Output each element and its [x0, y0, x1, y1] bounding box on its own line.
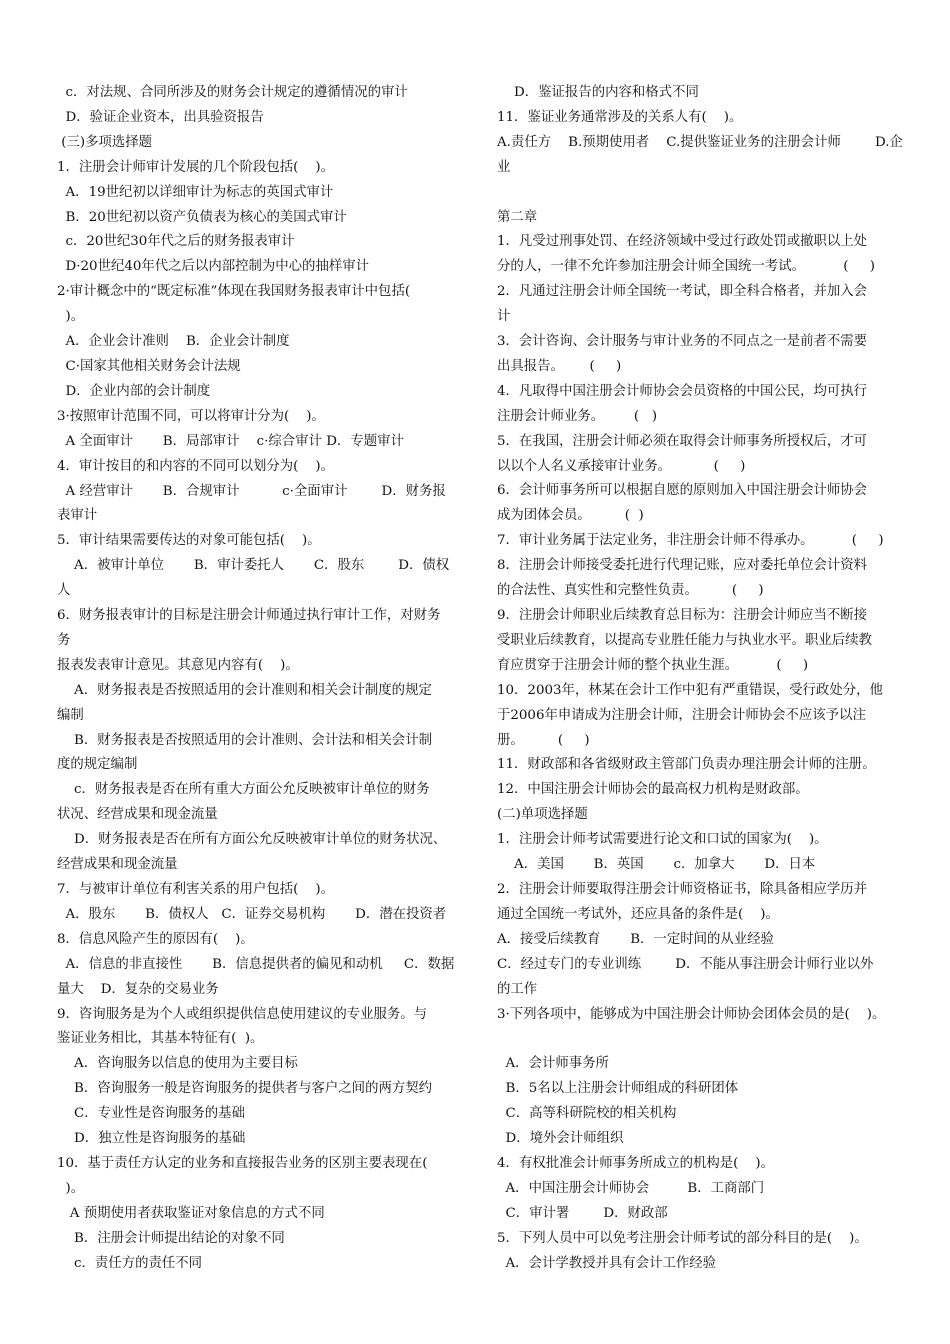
text-line: 状况、经营成果和现金流量	[57, 807, 218, 823]
left-column	[57, 81, 475, 1277]
text-line: (三)多项选择题	[57, 134, 153, 150]
text-line: D．独立性是咨询服务的基础	[57, 1131, 246, 1147]
text-line: 人	[57, 583, 71, 599]
text-line: B．5名以上注册会计师组成的科研团体	[497, 1081, 739, 1097]
text-line: 3·按照审计范围不同，可以将审计分为( )。	[57, 408, 325, 424]
text-line: A．被审计单位 B．审计委托人 C．股东 D．债权	[57, 558, 450, 574]
text-line: 出具报告。 ( )	[497, 358, 622, 374]
text-line: A．会计师事务所	[497, 1056, 609, 1072]
text-line: B．咨询服务一般是咨询服务的提供者与客户之间的两方契约	[57, 1081, 433, 1097]
text-line: 的工作	[497, 981, 538, 997]
text-line: )。	[57, 309, 85, 325]
text-line: 报表发表审计意见。其意见内容有( )。	[57, 657, 299, 673]
text-line: 1．注册会计师考试需要进行论文和口试的国家为( )。	[497, 832, 828, 848]
text-line: 编制	[57, 707, 84, 723]
right-column	[497, 81, 909, 1276]
text-line: 4．审计按目的和内容的不同可以划分为( )。	[57, 458, 335, 474]
text-line: 育应贯穿于注册会计师的整个执业生涯。 ( )	[497, 657, 809, 673]
text-line: 经营成果和现金流量	[57, 857, 178, 873]
text-line: 以以个人名义承接审计业务。 ( )	[497, 458, 746, 474]
text-line: 4．凡取得中国注册会计师协会会员资格的中国公民，均可执行	[497, 383, 868, 399]
text-line: 量大 D．复杂的交易业务	[57, 981, 219, 997]
text-line: A．财务报表是否按照适用的会计准则和相关会计制度的规定	[57, 682, 432, 698]
text-line: C·国家其他相关财务会计法规	[57, 358, 241, 374]
text-line: 5．在我国，注册会计师必须在取得会计师事务所授权后，才可	[497, 433, 868, 449]
text-line: 务	[57, 632, 71, 648]
text-line: A 全面审计 B．局部审计 c·综合审计 D．专题审计	[57, 433, 404, 449]
text-line: 6．会计师事务所可以根据自愿的原则加入中国注册会计师协会	[497, 483, 868, 499]
text-line: A．会计学教授并具有会计工作经验	[497, 1255, 717, 1271]
text-line: 业	[497, 159, 511, 175]
text-line: C．高等科研院校的相关机构	[497, 1106, 677, 1122]
text-line: D．验证企业资本，出具验资报告	[57, 109, 264, 125]
text-line: 2．凡通过注册会计师全国统一考试，即全科合格者，并加入会	[497, 284, 868, 300]
text-line: C．经过专门的专业训练 D．不能从事注册会计师行业以外	[497, 956, 874, 972]
text-line: 于2006年申请成为注册会计师，注册会计师协会不应该予以注	[497, 707, 866, 723]
text-line: 1．注册会计师审计发展的几个阶段包括( )。	[57, 159, 335, 175]
text-line: 11．财政部和各省级财政主管部门负责办理注册会计师的注册。	[497, 757, 876, 773]
text-line: A．企业会计准则 B．企业会计制度	[57, 334, 290, 350]
text-line: D·20世纪40年代之后以内部控制为中心的抽样审计	[57, 259, 370, 275]
text-line: 第二章	[497, 209, 538, 225]
text-line: A.责任方 B.预期使用者 C.提供鉴证业务的注册会计师 D.企	[497, 134, 903, 150]
text-line: 9．注册会计师职业后续教育总目标为：注册会计师应当不断接	[497, 608, 868, 624]
text-line	[497, 1027, 909, 1052]
text-line: 9．咨询服务是为个人或组织提供信息使用建议的专业服务。与	[57, 1006, 428, 1022]
text-line: A．股东 B．债权人 C．证券交易机构 D．潜在投资者	[57, 906, 447, 922]
text-line: 10．2003年，林某在会计工作中犯有严重错误，受行政处分，他	[497, 682, 883, 698]
text-line: D．财务报表是否在所有方面公允反映被审计单位的财务状况、	[57, 832, 447, 848]
text-line: 7．审计业务属于法定业务，非注册会计师不得承办。 ( )	[497, 533, 884, 549]
text-line: 5．审计结果需要传达的对象可能包括( )。	[57, 533, 321, 549]
text-line: B．20世纪初以资产负债表为核心的美国式审计	[57, 209, 347, 225]
text-line: A．美国 B．英国 c．加拿大 D．日本	[497, 857, 816, 873]
text-line: C．专业性是咨询服务的基础	[57, 1106, 245, 1122]
text-line: c．责任方的责任不同	[57, 1255, 203, 1271]
text-line: c．财务报表是否在所有重大方面公允反映被审计单位的财务	[57, 782, 430, 798]
text-line: A．中国注册会计师协会 B．工商部门	[497, 1180, 765, 1196]
text-line: A．19世纪初以详细审计为标志的英国式审计	[57, 184, 334, 200]
text-line: 通过全国统一考试外，还应具备的条件是( )。	[497, 906, 779, 922]
text-line: 8．注册会计师接受委托进行代理记账，应对委托单位会计资料	[497, 558, 868, 574]
text-line: D．鉴证报告的内容和格式不同	[497, 85, 699, 100]
text-line: 1．凡受过刑事处罚、在经济领域中受过行政处罚或撤职以上处	[497, 234, 868, 250]
text-line: 7．与被审计单位有利害关系的用户包括( )。	[57, 882, 335, 897]
text-line: B．注册会计师提出结论的对象不同	[57, 1230, 285, 1246]
text-line: (二)单项选择题	[497, 807, 588, 823]
text-line: 12．中国注册会计师协会的最高权力机构是财政部。	[497, 782, 809, 798]
text-line: A．咨询服务以信息的使用为主要目标	[57, 1056, 298, 1072]
text-line: 受职业后续教育，以提高专业胜任能力与执业水平。职业后续教	[497, 632, 872, 648]
text-line: D．企业内部的会计制度	[57, 383, 211, 399]
text-line: 计	[497, 309, 511, 325]
text-line: 4．有权批准会计师事务所成立的机构是( )。	[497, 1155, 775, 1171]
text-line: 8．信息风险产生的原因有( )。	[57, 931, 254, 947]
text-line: 6．财务报表审计的目标是注册会计师通过执行审计工作，对财务	[57, 608, 441, 624]
text-line: 表审计	[57, 508, 98, 524]
text-line: A．信息的非直接性 B．信息提供者的偏见和动机 C．数据	[57, 956, 455, 972]
text-line	[497, 181, 909, 206]
text-line: 2．注册会计师要取得注册会计师资格证书，除具备相应学历并	[497, 881, 868, 897]
text-line: D．境外会计师组织	[497, 1131, 624, 1147]
text-line: 度的规定编制	[57, 757, 138, 773]
text-line: c．20世纪30年代之后的财务报表审计	[57, 234, 295, 250]
text-line: 5．下列人员中可以免考注册会计师考试的部分科目的是( )。	[497, 1230, 868, 1246]
text-line: )。	[57, 1180, 85, 1196]
text-line: 鉴证业务相比，其基本特征有( )。	[57, 1031, 264, 1047]
text-line: 的合法性、真实性和完整性负责。 ( )	[497, 583, 764, 599]
text-line: 2·审计概念中的“既定标准”体现在我国财务报表审计中包括(	[57, 284, 411, 300]
text-line: A 预期使用者获取鉴证对象信息的方式不同	[57, 1205, 325, 1221]
text-line: 10．基于责任方认定的业务和直接报告业务的区别主要表现在(	[57, 1155, 428, 1171]
text-line: 注册会计师业务。 ( )	[497, 408, 658, 424]
text-line: 3．会计咨询、会计服务与审计业务的不同点之一是前者不需要	[497, 334, 868, 350]
text-line: C．审计署 D．财政部	[497, 1205, 668, 1221]
text-line: A 经营审计 B．合规审计 c·全面审计 D．财务报	[57, 483, 446, 499]
text-line: 成为团体会员。 ( )	[497, 508, 644, 524]
text-line: 11．鉴证业务通常涉及的关系人有( )。	[497, 109, 743, 125]
text-line: 3·下列各项中，能够成为中国注册会计师协会团体会员的是( )。	[497, 1006, 886, 1022]
text-line: B．财务报表是否按照适用的会计准则、会计法和相关会计制	[57, 732, 433, 748]
text-line: A．接受后续教育 B．一定时间的从业经验	[497, 931, 774, 947]
text-line: 分的人，一律不允许参加注册会计师全国统一考试。 ( )	[497, 259, 876, 275]
text-line: c．对法规、合同所涉及的财务会计规定的遵循情况的审计	[57, 85, 408, 100]
text-line: 册。 ( )	[497, 732, 590, 748]
